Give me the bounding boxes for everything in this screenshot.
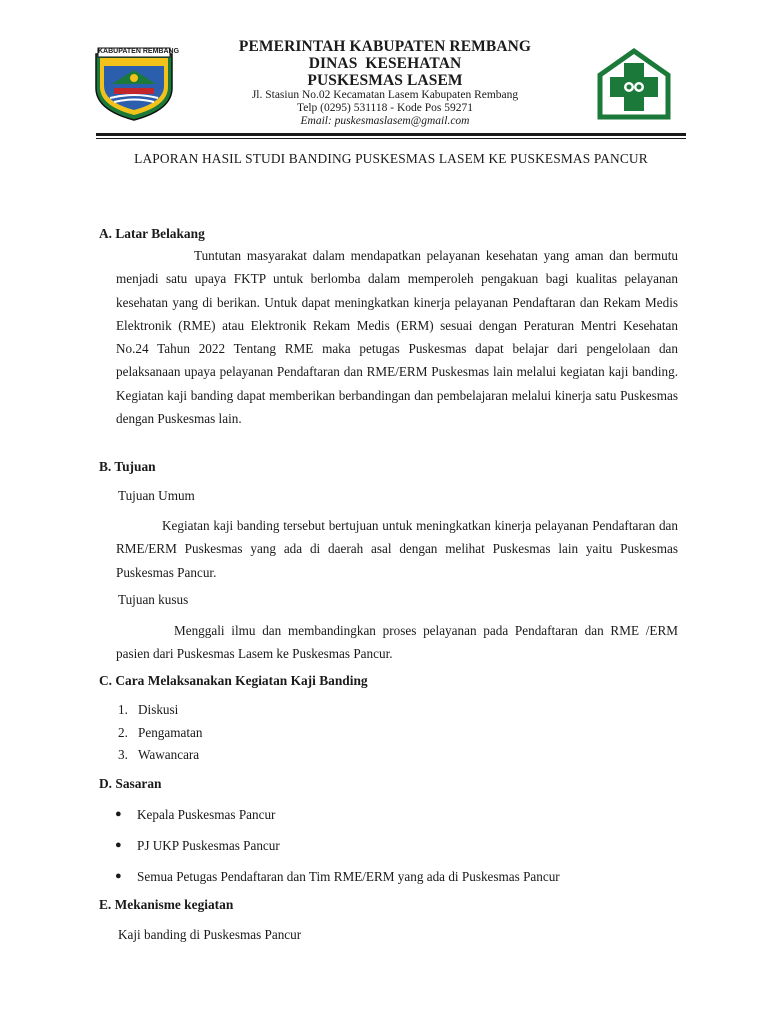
paragraph-text: Kegiatan kaji banding tersebut bertujuan untuk meningkatkan kinerja pelayanan Pendaftaran dan RME/ERM Puskesmas yang ada di daerah asal dengan melihat Puskesmas lain yaitu Puskesmas Puskesmas Pancur.	[116, 518, 678, 580]
paragraph-text: Menggali ilmu dan membandingkan proses pelayanan pada Pendaftaran dan RME /ERM pasien dari Puskesmas Lasem ke Puskesmas Pancur.	[116, 623, 678, 662]
bullet-icon: ●	[115, 870, 122, 882]
cara-list	[118, 699, 698, 767]
bullet-icon: ●	[115, 808, 122, 820]
letterhead-email: Email: puskesmaslasem@gmail.com	[300, 115, 470, 127]
list-item: 1. Diskusi	[118, 702, 179, 717]
letterhead-address: Jl. Stasiun No.02 Kecamatan Lasem Kabupaten Rembang	[251, 89, 519, 101]
section-heading: D. Sasaran	[99, 776, 162, 791]
section-mekanisme	[99, 897, 679, 913]
section-latar-belakang	[99, 226, 679, 242]
letterhead-puskesmas: PUSKESMAS LASEM	[307, 72, 463, 89]
list-item: ● Kepala Puskesmas Pancur	[99, 799, 679, 830]
section-heading: A. Latar Belakang	[99, 226, 205, 241]
letterhead-phone: Telp (0295) 531118 - Kode Pos 59271	[297, 102, 473, 114]
section-sasaran	[99, 776, 679, 792]
letterhead-rule-thin	[96, 138, 686, 139]
paragraph-text: Tuntutan masyarakat dalam mendapatkan pelayanan kesehatan yang aman dan bermutu menjadi satu upaya FKTP untuk berlomba dalam memperoleh pengakuan bagi kualitas pelayanan kesehatan yang di berikan. Untuk dapat meningkatkan kinerja pelayanan Pendaftaran dan Rekam Medis Elektronik (RME) atau Elektronik Rekam Medis (ERM) sesuai dengan Peraturan Mentri Kesehatan No.24 Tahun 2022 Tentang RME maka petugas Puskesmas dapat belajar dari pengelolaan dan pelaksanaan upaya pelayanan Pendaftaran dan RME/ERM Puskesmas lain melalui kegiatan kaji banding. Kegiatan kaji banding dapat memberikan berbandingan dan pembelajaran melalui kinerja satu Puskesmas dengan Puskesmas lain.	[116, 248, 678, 427]
section-tujuan	[99, 459, 679, 475]
letterhead	[180, 38, 590, 128]
list-item: ● Semua Petugas Pendaftaran dan Tim RME/ERM yang ada di Puskesmas Pancur	[99, 861, 679, 892]
tujuan-kusus-label: Tujuan kusus	[118, 592, 189, 607]
tujuan-kusus-paragraph	[116, 619, 678, 666]
report-title: LAPORAN HASIL STUDI BANDING PUSKESMAS LASEM KE PUSKESMAS PANCUR	[134, 151, 648, 166]
section-heading: E. Mekanisme kegiatan	[99, 897, 234, 912]
letterhead-government: PEMERINTAH KABUPATEN REMBANG	[238, 38, 532, 55]
list-item: 2. Pengamatan	[118, 724, 203, 740]
puskesmas-cross-house-icon	[592, 45, 676, 125]
mekanisme-text: Kaji banding di Puskesmas Pancur	[118, 927, 302, 942]
section-cara-melaksanakan	[99, 673, 679, 689]
emblem-banner-text: KABUPATEN REMBANG	[98, 48, 180, 55]
latar-belakang-paragraph	[116, 244, 678, 430]
tujuan-umum-label: Tujuan Umum	[118, 488, 195, 503]
sasaran-list	[99, 799, 679, 892]
tujuan-umum-paragraph	[116, 514, 678, 584]
list-item: 3. Wawancara	[118, 747, 200, 762]
list-item: ● PJ UKP Puskesmas Pancur	[99, 830, 679, 861]
letterhead-rule-thick	[96, 133, 686, 136]
section-heading: C. Cara Melaksanakan Kegiatan Kaji Banding	[99, 673, 368, 688]
rembang-regency-emblem-icon	[92, 44, 180, 122]
section-heading: B. Tujuan	[99, 459, 156, 474]
bullet-icon: ●	[115, 839, 122, 851]
letterhead-department: DINAS KESEHATAN	[308, 55, 462, 72]
